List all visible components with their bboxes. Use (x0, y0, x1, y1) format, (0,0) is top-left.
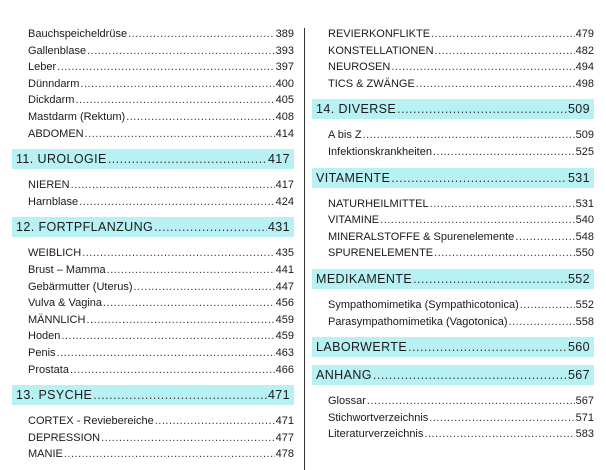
toc-section-heading[interactable] (312, 365, 594, 385)
toc-entry[interactable] (312, 426, 594, 443)
toc-entry-title: Infektionskrankheiten (328, 145, 432, 158)
toc-entry-title: SPURENELEMENTE (328, 247, 434, 260)
toc-page-number: 471 (267, 388, 290, 403)
toc-dot-leader (126, 109, 274, 126)
toc-entry-title: Vulva & Vagina (28, 297, 102, 310)
toc-entry-title: MANIE (28, 448, 63, 461)
toc-heading-title: MEDIKAMENTE (316, 271, 413, 286)
toc-dot-leader (397, 99, 567, 119)
toc-entry-title: Glossar (328, 395, 366, 408)
toc-entry[interactable] (312, 127, 594, 144)
toc-entry-title: Bauchspeicheldrüse (28, 28, 128, 40)
toc-entry[interactable] (12, 362, 294, 379)
toc-page-number: 571 (575, 411, 594, 424)
toc-dot-leader (82, 245, 274, 262)
toc-entry[interactable] (312, 212, 594, 229)
toc-dot-leader (434, 245, 575, 262)
toc-page-number: 459 (275, 313, 294, 326)
toc-entry[interactable] (12, 345, 294, 362)
toc-page-number: 525 (575, 145, 594, 158)
toc-entry-title: Dickdarm (28, 94, 75, 107)
toc-entry[interactable] (12, 59, 294, 76)
toc-entry[interactable] (12, 43, 294, 60)
toc-entry[interactable] (12, 245, 294, 262)
toc-entry-title: WEIBLICH (28, 247, 82, 260)
toc-entry[interactable] (312, 297, 594, 314)
toc-page-number: 552 (567, 271, 590, 286)
toc-entry-title: DEPRESSION (28, 431, 101, 444)
toc-dot-leader (373, 365, 567, 385)
toc-entry[interactable] (12, 430, 294, 447)
toc-dot-leader (433, 144, 575, 161)
toc-entry[interactable] (312, 43, 594, 60)
toc-dot-leader (71, 177, 275, 194)
toc-section-heading[interactable] (12, 149, 294, 169)
toc-dot-leader (107, 262, 275, 279)
toc-page-number: 478 (275, 448, 294, 461)
toc-entry-title: TICS & ZWÄNGE (328, 77, 415, 90)
toc-heading-title: 13. PSYCHE (16, 388, 93, 403)
toc-entry-title: NATURHEILMITTEL (328, 197, 429, 210)
toc-page-number: 552 (575, 298, 594, 311)
toc-entry[interactable] (12, 26, 294, 43)
toc-dot-leader (70, 362, 275, 379)
toc-entry[interactable] (12, 177, 294, 194)
toc-entry[interactable] (312, 393, 594, 410)
toc-heading-title: 11. UROLOGIE (16, 152, 107, 167)
toc-section-heading[interactable] (312, 337, 594, 357)
toc-dot-leader (367, 393, 575, 410)
toc-page-number: 479 (575, 28, 594, 40)
toc-entry[interactable] (312, 144, 594, 161)
toc-entry[interactable] (12, 109, 294, 126)
toc-dot-leader (57, 59, 275, 76)
toc-dot-leader (435, 43, 575, 60)
toc-entry-title: Leber (28, 61, 57, 74)
toc-entry-title: MÄNNLICH (28, 313, 86, 326)
toc-dot-leader (57, 345, 275, 362)
toc-dot-leader (363, 127, 575, 144)
toc-entry-title: Gallenblase (28, 44, 87, 57)
toc-page-number: 447 (275, 280, 294, 293)
toc-page-number: 477 (275, 431, 294, 444)
toc-entry[interactable] (312, 245, 594, 262)
toc-page-number: 397 (275, 61, 294, 74)
toc-dot-leader (155, 413, 275, 430)
toc-page-number: 550 (575, 247, 594, 260)
toc-page-number: 431 (267, 220, 290, 235)
toc-entry-title: Harnblase (28, 195, 79, 208)
toc-entry-title: KONSTELLATIONEN (328, 44, 434, 57)
toc-page-number: 408 (275, 110, 294, 123)
toc-dot-leader (430, 196, 575, 213)
toc-entry[interactable] (12, 262, 294, 279)
toc-heading-title: ANHANG (316, 368, 372, 383)
toc-page-number: 414 (275, 127, 294, 140)
toc-entry-title: Dünndarm (28, 77, 80, 90)
toc-entry-title: Literaturverzeichnis (328, 428, 424, 441)
toc-section-heading[interactable] (312, 168, 594, 188)
toc-entry-title: Gebärmutter (Uterus) (28, 280, 133, 293)
toc-dot-leader (154, 217, 267, 237)
toc-dot-leader (75, 92, 274, 109)
toc-entry[interactable] (312, 59, 594, 76)
toc-entry-title: Hoden (28, 330, 61, 343)
toc-entry[interactable] (312, 196, 594, 213)
toc-dot-leader (515, 229, 574, 246)
toc-page-number: 548 (575, 230, 594, 243)
toc-page-number: 463 (275, 346, 294, 359)
toc-entry-title: REVIERKONFLIKTE (328, 28, 431, 40)
toc-page-number: 400 (275, 77, 294, 90)
toc-dot-leader (416, 76, 575, 93)
toc-page-number: 417 (275, 179, 294, 192)
toc-entry-title: NIEREN (28, 179, 70, 192)
toc-entry[interactable] (12, 446, 294, 463)
toc-dot-leader (128, 26, 275, 43)
toc-heading-title: LABORWERTE (316, 340, 408, 355)
toc-dot-leader (64, 446, 275, 463)
toc-dot-leader (391, 168, 567, 188)
toc-dot-leader (108, 149, 267, 169)
toc-entry-title: ABDOMEN (28, 127, 84, 140)
toc-page-number: 509 (567, 102, 590, 117)
toc-section-heading[interactable] (312, 269, 594, 289)
toc-section-heading[interactable] (12, 217, 294, 237)
toc-entry-title: Brust – Mamma (28, 263, 106, 276)
toc-dot-leader (431, 26, 575, 43)
toc-dot-leader (413, 269, 567, 289)
toc-page-number: 498 (575, 77, 594, 90)
toc-page-number: 540 (575, 214, 594, 227)
toc-entry[interactable] (312, 26, 594, 43)
toc-page-number: 424 (275, 195, 294, 208)
toc-page-number: 417 (267, 152, 290, 167)
toc-dot-leader (429, 410, 574, 427)
toc-page-number: 393 (275, 44, 294, 57)
toc-page-number: 466 (275, 363, 294, 376)
toc-page-number: 567 (575, 395, 594, 408)
toc-page-number: 558 (575, 315, 594, 328)
toc-entry[interactable] (312, 76, 594, 93)
toc-dot-leader (85, 126, 275, 143)
toc-right-column (312, 26, 594, 443)
toc-entry-title: Sympathomimetika (Sympathicotonica) (328, 298, 519, 311)
toc-dot-leader (424, 426, 574, 443)
toc-dot-leader (87, 43, 275, 60)
toc-page-number: 583 (575, 428, 594, 441)
toc-section-heading[interactable] (312, 99, 594, 119)
toc-entry[interactable] (12, 279, 294, 296)
toc-entry[interactable] (12, 92, 294, 109)
toc-dot-leader (86, 312, 274, 329)
toc-dot-leader (93, 385, 267, 405)
toc-dot-leader (134, 279, 275, 296)
toc-entry[interactable] (312, 229, 594, 246)
toc-page-number: 471 (275, 415, 294, 428)
toc-entry-title: Stichwortverzeichnis (328, 411, 429, 424)
toc-entry-title: NEUROSEN (328, 61, 391, 74)
toc-entry[interactable] (312, 410, 594, 427)
toc-dot-leader (380, 212, 575, 229)
toc-entry-title: CORTEX - Reviebereiche (28, 415, 154, 428)
toc-dot-leader (61, 328, 274, 345)
toc-entry[interactable] (312, 314, 594, 331)
toc-entry[interactable] (12, 194, 294, 211)
toc-entry[interactable] (12, 295, 294, 312)
toc-entry-title: A bis Z (328, 129, 362, 142)
toc-entry-title: Mastdarm (Rektum) (28, 110, 126, 123)
toc-page-number: 567 (567, 368, 590, 383)
toc-heading-title: 14. DIVERSE (316, 102, 397, 117)
toc-heading-title: VITAMENTE (316, 170, 391, 185)
toc-page-number: 435 (275, 247, 294, 260)
toc-entry-title: Parasympathomimetika (Vagotonica) (328, 315, 508, 328)
toc-dot-leader (408, 337, 567, 357)
column-divider (304, 28, 305, 470)
toc-entry[interactable] (12, 328, 294, 345)
toc-section-heading[interactable] (12, 385, 294, 405)
toc-page-number: 441 (275, 263, 294, 276)
toc-heading-title: 12. FORTPFLANZUNG (16, 220, 154, 235)
toc-page-number: 459 (275, 330, 294, 343)
toc-page-number: 482 (575, 44, 594, 57)
toc-entry[interactable] (12, 312, 294, 329)
toc-entry[interactable] (12, 76, 294, 93)
toc-entry[interactable] (12, 413, 294, 430)
toc-dot-leader (80, 76, 274, 93)
toc-entry-title: MINERALSTOFFE & Spurenelemente (328, 230, 515, 243)
toc-page-number: 389 (275, 28, 294, 40)
toc-dot-leader (79, 194, 275, 211)
toc-entry-title: Penis (28, 346, 56, 359)
toc-entry-title: VITAMINE (328, 214, 380, 227)
toc-page-number: 531 (575, 197, 594, 210)
toc-dot-leader (509, 314, 575, 331)
toc-page-number: 456 (275, 297, 294, 310)
toc-dot-leader (520, 297, 575, 314)
toc-entry[interactable] (12, 126, 294, 143)
toc-page-number: 560 (567, 340, 590, 355)
toc-dot-leader (391, 59, 574, 76)
toc-left-column (12, 26, 294, 463)
toc-dot-leader (101, 430, 275, 447)
toc-page-number: 531 (567, 170, 590, 185)
toc-page-number: 509 (575, 129, 594, 142)
toc-dot-leader (103, 295, 275, 312)
toc-page-number: 405 (275, 94, 294, 107)
toc-page-number: 494 (575, 61, 594, 74)
toc-entry-title: Prostata (28, 363, 69, 376)
